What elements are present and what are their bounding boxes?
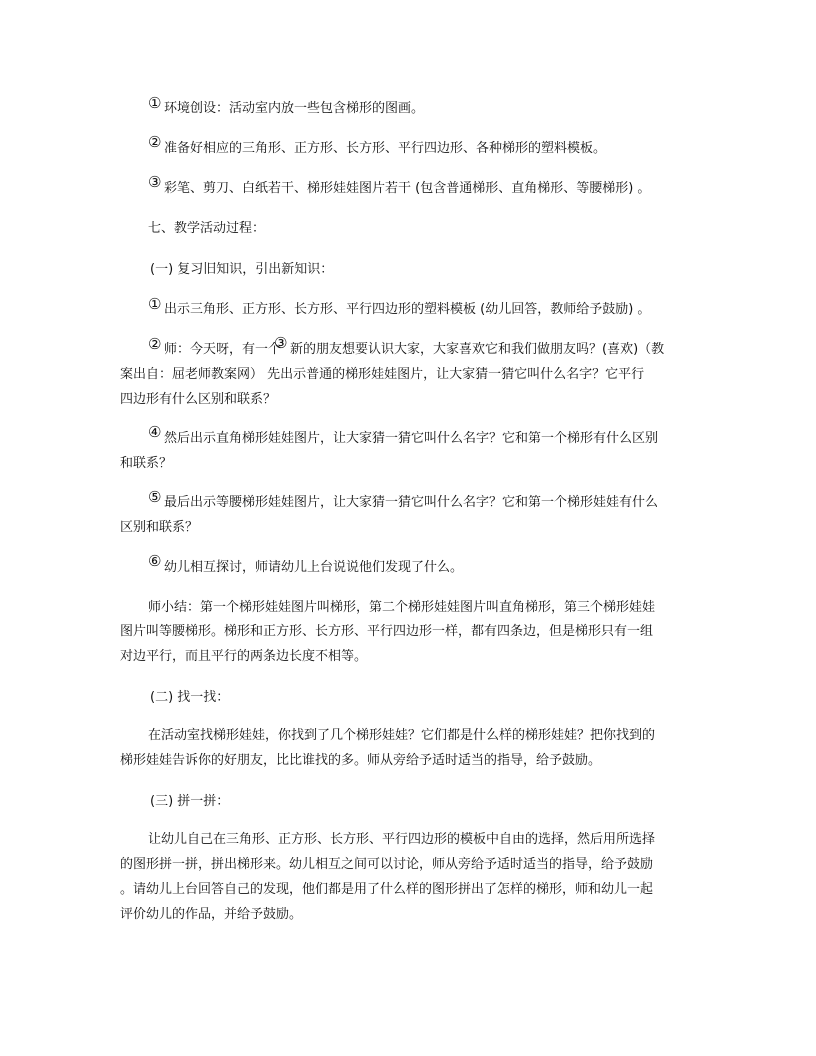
paragraph-text: 师：今天呀，有一个 bbox=[164, 342, 282, 357]
paragraph-text: 的图形拼一拼，拼出梯形来。幼儿相互之间可以讨论，师从旁给予适时适当的指导，给予鼓励 bbox=[120, 857, 654, 872]
list-marker: ⑥ bbox=[148, 552, 162, 570]
paragraph-text: 准备好相应的三角形、正方形、长方形、平行四边形、各种梯形的塑料模板。 bbox=[164, 141, 607, 156]
paragraph-text: 师小结：第一个梯形娃娃图片叫梯形，第二个梯形娃娃图片叫直角梯形，第三个梯形娃娃 bbox=[148, 600, 656, 615]
paragraph-text: 案出自：屈老师教案网） 先出示普通的梯形娃娃图片，让大家猜一猜它叫什么名字？它平行 bbox=[120, 367, 645, 382]
paragraph-text: 幼儿相互探讨，师请幼儿上台说说他们发现了什么。 bbox=[164, 560, 464, 575]
paragraph-text: 环境创设：活动室内放一些包含梯形的图画。 bbox=[164, 101, 425, 116]
paragraph-text: 。请幼儿上台回答自己的发现，他们都是用了什么样的图形拼出了怎样的梯形，师和幼儿一起 bbox=[120, 882, 654, 897]
paragraph-text: 然后出示直角梯形娃娃图片，让大家猜一猜它叫什么名字？它和第一个梯形有什么区别 bbox=[164, 431, 659, 446]
paragraph-text: 新的朋友想要认识大家，大家喜欢它和我们做朋友吗？(喜欢)（教 bbox=[290, 342, 665, 357]
paragraph-text: 对边平行，而且平行的两条边长度不相等。 bbox=[120, 649, 368, 664]
paragraph-text: 在活动室找梯形娃娃，你找到了几个梯形娃娃？它们都是什么样的梯形娃娃？把你找到的 bbox=[148, 728, 656, 743]
paragraph-text: 图片叫等腰梯形。梯形和正方形、长方形、平行四边形一样，都有四条边，但是梯形只有一组 bbox=[120, 624, 654, 639]
paragraph-text: 出示三角形、正方形、长方形、平行四边形的塑料模板 (幼儿回答，教师给予鼓励) 。 bbox=[164, 302, 651, 317]
subsection-heading: (一) 复习旧知识，引出新知识： bbox=[150, 262, 334, 277]
paragraph-text: 彩笔、剪刀、白纸若干、梯形娃娃图片若干 (包含普通梯形、直角梯形、等腰梯形) 。 bbox=[164, 181, 651, 196]
subsection-heading: (三) 拼一拼： bbox=[150, 794, 230, 809]
list-marker: ③ bbox=[274, 334, 288, 352]
list-marker: ① bbox=[148, 295, 162, 313]
paragraph-text: 区别和联系？ bbox=[120, 520, 199, 535]
paragraph-text: 最后出示等腰梯形娃娃图片，让大家猜一猜它叫什么名字？它和第一个梯形娃娃有什么 bbox=[164, 495, 659, 510]
paragraph-text: 评价幼儿的作品，并给予鼓励。 bbox=[120, 907, 303, 922]
paragraph-text: 和联系？ bbox=[120, 456, 173, 471]
subsection-heading: (二) 找一找： bbox=[150, 690, 230, 705]
paragraph-text: 让幼儿自己在三角形、正方形、长方形、平行四边形的模板中自由的选择，然后用所选择 bbox=[148, 832, 656, 847]
list-marker: ② bbox=[148, 335, 162, 353]
list-marker: ③ bbox=[148, 173, 162, 191]
list-marker: ⑤ bbox=[148, 488, 162, 506]
paragraph-text: 梯形娃娃告诉你的好朋友，比比谁找的多。师从旁给予适时适当的指导，给予鼓励。 bbox=[120, 753, 602, 768]
list-marker: ④ bbox=[148, 423, 162, 441]
paragraph-text: 四边形有什么区别和联系？ bbox=[120, 392, 277, 407]
list-marker: ② bbox=[148, 133, 162, 151]
list-marker: ① bbox=[148, 94, 162, 112]
section-heading: 七、教学活动过程： bbox=[148, 221, 266, 236]
